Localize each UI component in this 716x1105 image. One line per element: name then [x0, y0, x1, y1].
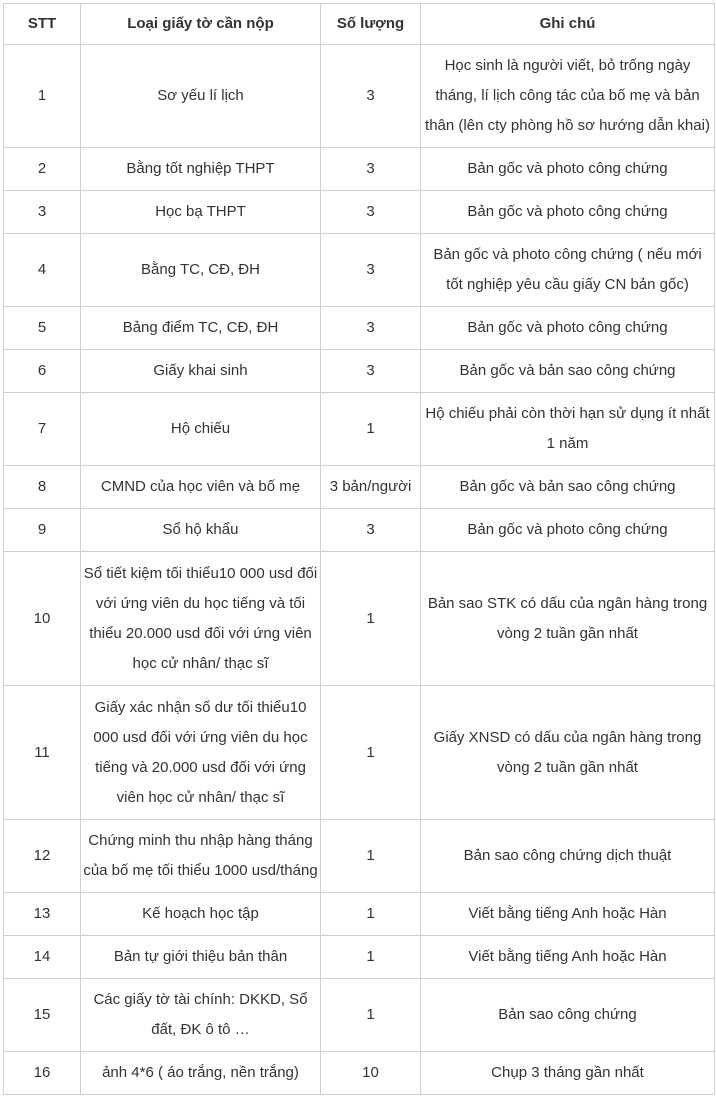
cell-note: Chụp 3 tháng gần nhất [421, 1052, 715, 1095]
cell-stt: 9 [4, 509, 81, 552]
table-row [4, 393, 715, 466]
cell-note: Bản gốc và bản sao công chứng [421, 466, 715, 509]
cell-stt: 16 [4, 1052, 81, 1095]
cell-document-type: Sổ hộ khẩu [81, 509, 321, 552]
cell-quantity: 3 [321, 350, 421, 393]
cell-stt: 4 [4, 234, 81, 307]
table-row [4, 552, 715, 686]
table-row [4, 979, 715, 1052]
cell-stt: 5 [4, 307, 81, 350]
table-row [4, 234, 715, 307]
cell-quantity: 1 [321, 552, 421, 686]
header-document-type: Loại giấy tờ cần nộp [81, 4, 321, 45]
cell-quantity: 10 [321, 1052, 421, 1095]
documents-table [3, 3, 715, 1095]
header-stt: STT [4, 4, 81, 45]
table-header-row [4, 4, 715, 45]
cell-document-type: Giấy khai sinh [81, 350, 321, 393]
cell-document-type: Bảng điểm TC, CĐ, ĐH [81, 307, 321, 350]
table-body [4, 45, 715, 1095]
cell-quantity: 1 [321, 686, 421, 820]
cell-document-type: Các giấy tờ tài chính: DKKD, Sổ đất, ĐK ô tô … [81, 979, 321, 1052]
cell-stt: 3 [4, 191, 81, 234]
cell-note: Bản gốc và photo công chứng ( nếu mới tốt nghiệp yêu cầu giấy CN bản gốc) [421, 234, 715, 307]
table-row [4, 466, 715, 509]
cell-note: Bản gốc và photo công chứng [421, 307, 715, 350]
cell-quantity: 1 [321, 936, 421, 979]
cell-quantity: 1 [321, 893, 421, 936]
cell-note: Bản sao công chứng [421, 979, 715, 1052]
cell-stt: 8 [4, 466, 81, 509]
cell-quantity: 1 [321, 820, 421, 893]
cell-stt: 13 [4, 893, 81, 936]
table-row [4, 686, 715, 820]
cell-quantity: 3 [321, 307, 421, 350]
cell-note: Bản gốc và bản sao công chứng [421, 350, 715, 393]
table-row [4, 307, 715, 350]
table-row [4, 45, 715, 148]
cell-quantity: 1 [321, 979, 421, 1052]
cell-document-type: Bằng tốt nghiệp THPT [81, 148, 321, 191]
table-row [4, 191, 715, 234]
table-row [4, 820, 715, 893]
cell-stt: 14 [4, 936, 81, 979]
table-row [4, 936, 715, 979]
cell-quantity: 3 bản/người [321, 466, 421, 509]
header-note: Ghi chú [421, 4, 715, 45]
cell-note: Bản gốc và photo công chứng [421, 148, 715, 191]
table-row [4, 509, 715, 552]
cell-document-type: ảnh 4*6 ( áo trắng, nền trắng) [81, 1052, 321, 1095]
cell-note: Bản gốc và photo công chứng [421, 509, 715, 552]
cell-document-type: Sơ yếu lí lịch [81, 45, 321, 148]
cell-document-type: Học bạ THPT [81, 191, 321, 234]
cell-stt: 6 [4, 350, 81, 393]
cell-document-type: Hộ chiếu [81, 393, 321, 466]
cell-document-type: Giấy xác nhận số dư tối thiểu10 000 usd đối với ứng viên du học tiếng và 20.000 usd đối với ứng viên học cử nhân/ thạc sĩ [81, 686, 321, 820]
cell-quantity: 3 [321, 191, 421, 234]
cell-note: Hộ chiếu phải còn thời hạn sử dụng ít nhất 1 năm [421, 393, 715, 466]
cell-quantity: 3 [321, 148, 421, 191]
cell-note: Viết bằng tiếng Anh hoặc Hàn [421, 936, 715, 979]
table-row [4, 893, 715, 936]
cell-stt: 10 [4, 552, 81, 686]
cell-note: Học sinh là người viết, bỏ trống ngày tháng, lí lịch công tác của bố mẹ và bản thân (lên cty phòng hồ sơ hướng dẫn khai) [421, 45, 715, 148]
cell-stt: 2 [4, 148, 81, 191]
cell-stt: 12 [4, 820, 81, 893]
cell-note: Viết bằng tiếng Anh hoặc Hàn [421, 893, 715, 936]
cell-document-type: Sổ tiết kiệm tối thiểu10 000 usd đối với ứng viên du học tiếng và tối thiểu 20.000 usd đối với ứng viên học cử nhân/ thạc sĩ [81, 552, 321, 686]
cell-quantity: 3 [321, 234, 421, 307]
cell-document-type: CMND của học viên và bố mẹ [81, 466, 321, 509]
table-row [4, 350, 715, 393]
cell-note: Bản sao STK có dấu của ngân hàng trong vòng 2 tuần gần nhất [421, 552, 715, 686]
header-quantity: Số lượng [321, 4, 421, 45]
cell-document-type: Bằng TC, CĐ, ĐH [81, 234, 321, 307]
cell-note: Bản gốc và photo công chứng [421, 191, 715, 234]
cell-quantity: 3 [321, 45, 421, 148]
cell-stt: 15 [4, 979, 81, 1052]
cell-note: Giấy XNSD có dấu của ngân hàng trong vòng 2 tuần gần nhất [421, 686, 715, 820]
cell-quantity: 1 [321, 393, 421, 466]
cell-note: Bản sao công chứng dịch thuật [421, 820, 715, 893]
cell-document-type: Bản tự giới thiệu bản thân [81, 936, 321, 979]
cell-stt: 11 [4, 686, 81, 820]
table-row [4, 1052, 715, 1095]
cell-stt: 7 [4, 393, 81, 466]
cell-document-type: Kế hoạch học tập [81, 893, 321, 936]
cell-stt: 1 [4, 45, 81, 148]
table-row [4, 148, 715, 191]
cell-document-type: Chứng minh thu nhập hàng tháng của bố mẹ tối thiểu 1000 usd/tháng [81, 820, 321, 893]
cell-quantity: 3 [321, 509, 421, 552]
